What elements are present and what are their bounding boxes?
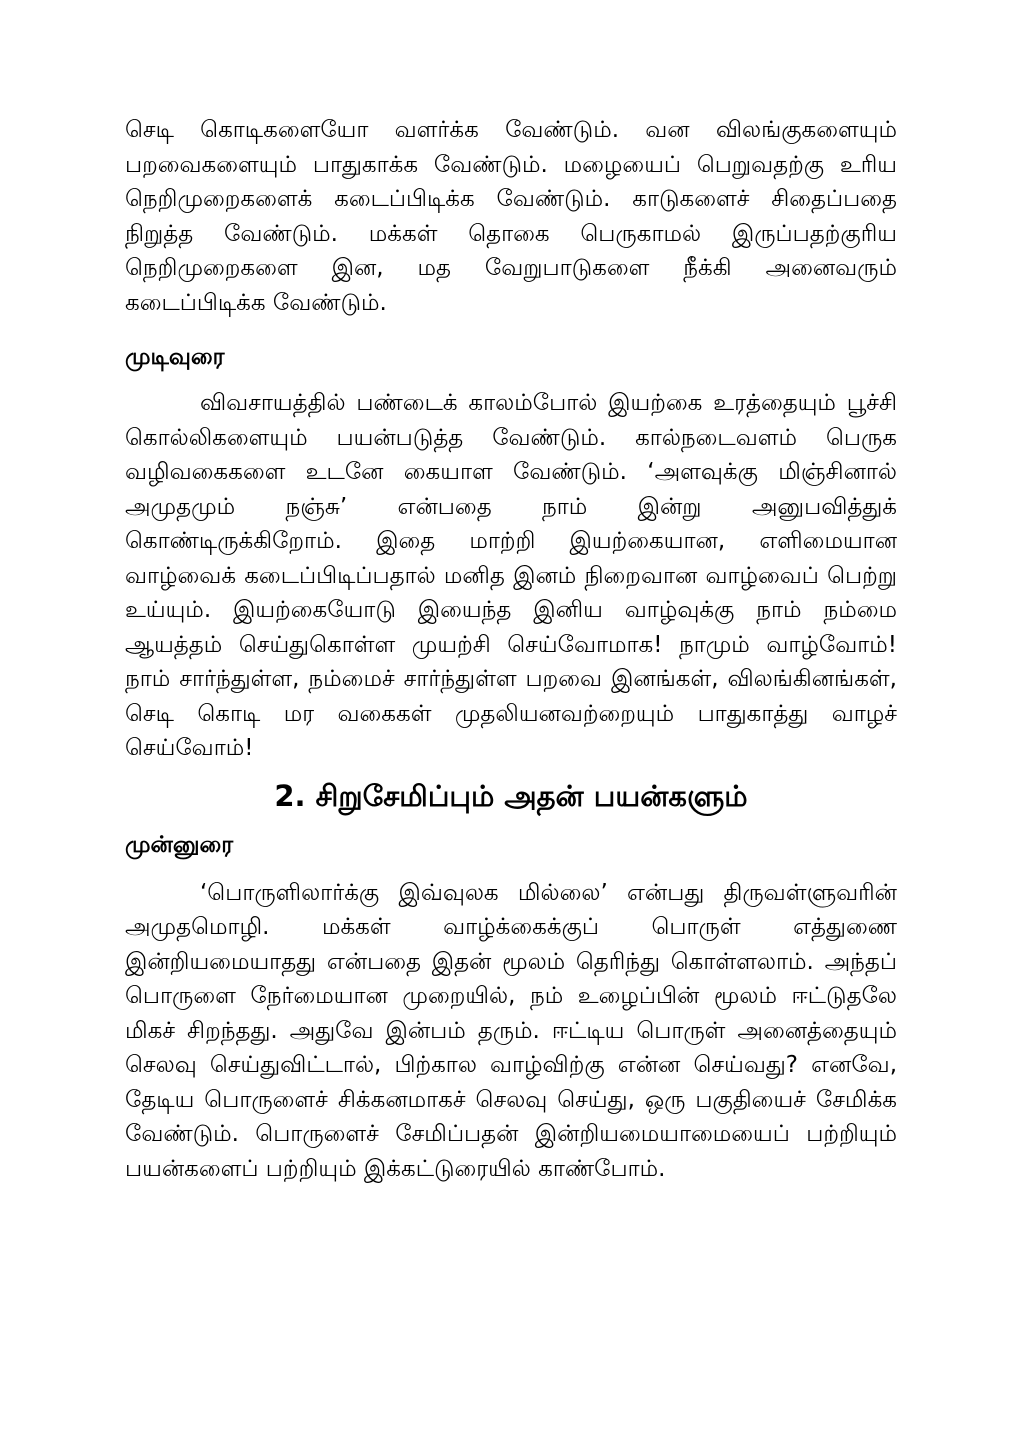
chapter-number: 2.: [274, 778, 306, 813]
intro-paragraph: செடி கொடிகளையோ வளர்க்க வேண்டும். வன விலங்குகளையும் பறவைகளையும் பாதுகாக்க வேண்டும். மழையைப் பெறுவதற்கு உரிய நெறிமுறைகளைக் கடைப்பிடிக்க வேண்டும். காடுகளைச் சிதைப்பதை நிறுத்த வேண்டும். மக்கள் தொகை பெருகாமல் இருப்பதற்குரிய நெறிமுறைகளை இன, மத வேறுபாடுகளை நீக்கி அனைவரும் கடைப்பிடிக்க வேண்டும்.: [125, 117, 897, 316]
intro-heading: முன்னுரை: [125, 831, 234, 858]
conclusion-heading: முடிவுரை: [125, 344, 225, 370]
chapter-title-text: சிறுசேமிப்பும் அதன் பயன்களும்: [315, 778, 748, 813]
document-page: [125, 113, 897, 1186]
chapter-title: [125, 776, 897, 816]
intro2-paragraph: ‘பொருளிலார்க்கு இவ்வுலக மில்லை’ என்பது திருவள்ளுவரின் அமுதமொழி. மக்கள் வாழ்க்கைக்குப் பொருள் எத்துணை இன்றியமையாதது என்பதை இதன் மூலம் தெரிந்து கொள்ளலாம். அந்தப் பொருளை நேர்மையான முறையில், நம் உழைப்பின் மூலம் ஈட்டுதலே மிகச் சிறந்தது. அதுவே இன்பம் தரும். ஈட்டிய பொருள் அனைத்தையும் செலவு செய்துவிட்டால், பிற்கால வாழ்விற்கு என்ன செய்வது? எனவே, தேடிய பொருளைச் சிக்கனமாகச் செலவு செய்து, ஒரு பகுதியைச் சேமிக்க வேண்டும். பொருளைச் சேமிப்பதன் இன்றியமையாமையைப் பற்றியும் பயன்களைப் பற்றியும் இக்கட்டுரையில் காண்போம்.: [125, 879, 897, 1182]
conclusion-paragraph: விவசாயத்தில் பண்டைக் காலம்போல் இயற்கை உரத்தையும் பூச்சி கொல்லிகளையும் பயன்படுத்த வேண்டும். கால்நடைவளம் பெருக வழிவகைகளை உடனே கையாள வேண்டும். ‘அளவுக்கு மிஞ்சினால் அமுதமும் நஞ்சு’ என்பதை நாம் இன்று அனுபவித்துக் கொண்டிருக்கிறோம். இதை மாற்றி இயற்கையான, எளிமையான வாழ்வைக் கடைப்பிடிப்பதால் மனித இனம் நிறைவான வாழ்வைப் பெற்று உய்யும். இயற்கையோடு இயைந்த இனிய வாழ்வுக்கு நாம் நம்மை ஆயத்தம் செய்துகொள்ள முயற்சி செய்வோமாக! நாமும் வாழ்வோம்! நாம் சார்ந்துள்ள, நம்மைச் சார்ந்துள்ள பறவை இனங்கள், விலங்கினங்கள், செடி கொடி மர வகைகள் முதலியனவற்றையும் பாதுகாத்து வாழச் செய்வோம்!: [125, 390, 897, 761]
